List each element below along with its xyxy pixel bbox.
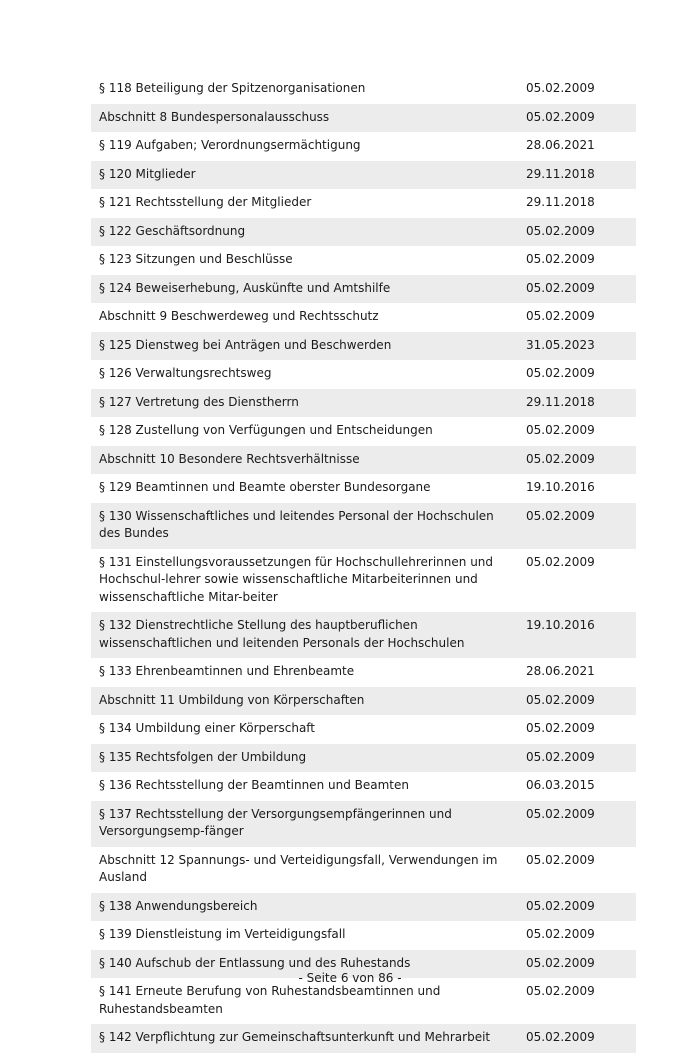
toc-entry-date: 05.02.2009 xyxy=(526,1030,595,1044)
toc-row xyxy=(91,417,636,446)
toc-entry-date: 05.02.2009 xyxy=(526,223,595,238)
toc-row xyxy=(91,658,636,687)
toc-entry-date: 05.02.2009 xyxy=(526,252,595,266)
toc-entry-title: § 122 Geschäftsordnung xyxy=(99,223,246,238)
toc-entry-date: 29.11.2018 xyxy=(526,394,595,409)
toc-row xyxy=(91,893,636,922)
toc-row xyxy=(91,104,636,133)
toc-entry-title: Abschnitt 8 Bundespersonalausschuss xyxy=(99,109,330,124)
toc-entry-date: 19.10.2016 xyxy=(526,480,595,494)
toc-entry-title: § 126 Verwaltungsrechtsweg xyxy=(99,366,272,380)
toc-entry-date: 19.10.2016 xyxy=(526,618,595,632)
toc-entry-date: 05.02.2009 xyxy=(526,554,595,569)
toc-entry-title: § 137 Rechtsstellung der Versorgungsempfängerinnen und Versorgungsemp-fänger xyxy=(99,806,452,838)
toc-entry-date: 29.11.2018 xyxy=(526,195,595,209)
toc-entry-date: 28.06.2021 xyxy=(526,138,595,152)
toc-entry-date: 05.02.2009 xyxy=(526,692,595,707)
toc-entry-date: 05.02.2009 xyxy=(526,955,595,970)
toc-row xyxy=(91,75,636,104)
toc-entry-title: § 135 Rechtsfolgen der Umbildung xyxy=(99,749,307,764)
toc-entry-date: 05.02.2009 xyxy=(526,423,595,437)
toc-entry-title: Abschnitt 9 Beschwerdeweg und Rechtsschutz xyxy=(99,309,379,323)
toc-entry-date: 05.02.2009 xyxy=(526,451,595,466)
toc-row xyxy=(91,246,636,275)
toc-entry-title: § 124 Beweiserhebung, Auskünfte und Amtshilfe xyxy=(99,280,391,295)
toc-row xyxy=(91,360,636,389)
toc-row xyxy=(91,332,636,361)
toc-entry-title: § 128 Zustellung von Verfügungen und Entscheidungen xyxy=(99,423,433,437)
toc-entry-title: § 139 Dienstleistung im Verteidigungsfall xyxy=(99,927,346,941)
toc-entry-title: Abschnitt 10 Besondere Rechtsverhältnisse xyxy=(99,451,360,466)
toc-row xyxy=(91,921,636,950)
toc-entry-title: § 121 Rechtsstellung der Mitglieder xyxy=(99,195,312,209)
toc-entry-date: 29.11.2018 xyxy=(526,166,595,181)
toc-entry-date: 05.02.2009 xyxy=(526,508,595,523)
toc-table xyxy=(91,75,636,1053)
toc-row xyxy=(91,446,636,475)
toc-entry-title: § 136 Rechtsstellung der Beamtinnen und Beamten xyxy=(99,778,409,792)
toc-row xyxy=(91,1024,636,1053)
toc-entry-date: 05.02.2009 xyxy=(526,721,595,735)
toc-row xyxy=(91,772,636,801)
toc-row xyxy=(91,303,636,332)
toc-row xyxy=(91,715,636,744)
toc-row xyxy=(91,474,636,503)
toc-row xyxy=(91,612,636,658)
toc-entry-title: § 130 Wissenschaftliches und leitendes Personal der Hochschulen des Bundes xyxy=(99,508,494,540)
toc-row xyxy=(91,801,636,847)
toc-entry-title: § 142 Verpflichtung zur Gemeinschaftsunterkunft und Mehrarbeit xyxy=(99,1030,491,1044)
toc-entry-date: 05.02.2009 xyxy=(526,81,595,95)
toc-entry-date: 05.02.2009 xyxy=(526,749,595,764)
toc-row xyxy=(91,161,636,190)
toc-entry-title: § 141 Erneute Berufung von Ruhestandsbeamtinnen und Ruhestandsbeamten xyxy=(99,984,441,1016)
toc-entry-title: § 132 Dienstrechtliche Stellung des hauptberuflichen wissenschaftlichen und leitenden Personals der Hochschulen xyxy=(99,618,465,650)
toc-entry-title: § 120 Mitglieder xyxy=(99,166,196,181)
toc-entry-title: § 138 Anwendungsbereich xyxy=(99,898,258,913)
page-footer: - Seite 6 von 86 - xyxy=(298,971,402,985)
toc-entry-date: 05.02.2009 xyxy=(526,109,595,124)
toc-entry-date: 05.02.2009 xyxy=(526,898,595,913)
toc-entry-date: 05.02.2009 xyxy=(526,309,595,323)
toc-entry-date: 05.02.2009 xyxy=(526,366,595,380)
toc-row xyxy=(91,275,636,304)
toc-row xyxy=(91,847,636,893)
toc-entry-date: 05.02.2009 xyxy=(526,984,595,998)
toc-entry-title: § 125 Dienstweg bei Anträgen und Beschwerden xyxy=(99,337,392,352)
toc-entry-title: § 140 Aufschub der Entlassung und des Ruhestands xyxy=(99,955,411,970)
toc-entry-title: § 133 Ehrenbeamtinnen und Ehrenbeamte xyxy=(99,664,355,678)
toc-entry-date: 06.03.2015 xyxy=(526,778,595,792)
toc-row xyxy=(91,549,636,613)
toc-row xyxy=(91,218,636,247)
toc-entry-date: 05.02.2009 xyxy=(526,806,595,821)
toc-entry-title: § 119 Aufgaben; Verordnungsermächtigung xyxy=(99,138,361,152)
toc-entry-title: § 134 Umbildung einer Körperschaft xyxy=(99,721,316,735)
toc-row xyxy=(91,503,636,549)
toc-entry-title: § 131 Einstellungsvoraussetzungen für Hochschullehrerinnen und Hochschul-lehrer sowie wissenschaftliche Mitarbeiterinnen und wissenschaftliche Mitar-beiter xyxy=(99,554,494,604)
toc-entry-title: § 127 Vertretung des Dienstherrn xyxy=(99,394,299,409)
toc-entry-date: 05.02.2009 xyxy=(526,280,595,295)
toc-entry-title: § 129 Beamtinnen und Beamte oberster Bundesorgane xyxy=(99,480,431,494)
toc-entry-date: 05.02.2009 xyxy=(526,927,595,941)
toc-entry-title: Abschnitt 11 Umbildung von Körperschaften xyxy=(99,692,365,707)
toc-entry-title: § 123 Sitzungen und Beschlüsse xyxy=(99,252,293,266)
toc-entry-date: 31.05.2023 xyxy=(526,337,595,352)
toc-entry-date: 28.06.2021 xyxy=(526,664,595,678)
toc-row xyxy=(91,189,636,218)
toc-entry-title: § 118 Beteiligung der Spitzenorganisationen xyxy=(99,81,366,95)
toc-row xyxy=(91,744,636,773)
toc-row xyxy=(91,687,636,716)
toc-entry-title: Abschnitt 12 Spannungs- und Verteidigungsfall, Verwendungen im Ausland xyxy=(99,852,498,884)
toc-row xyxy=(91,389,636,418)
toc-entry-date: 05.02.2009 xyxy=(526,852,595,867)
toc-row xyxy=(91,132,636,161)
